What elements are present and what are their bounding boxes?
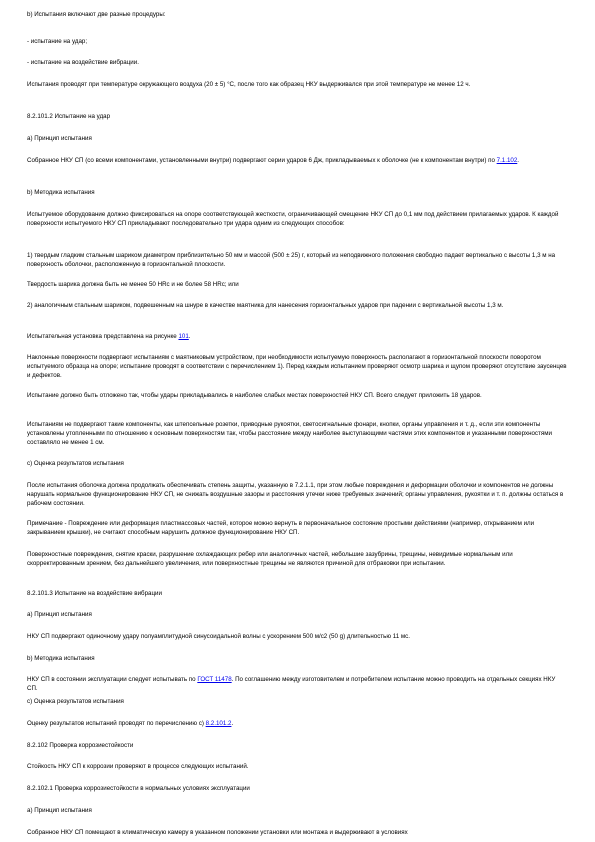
- paragraph: c) Оценка результатов испытания: [27, 460, 124, 467]
- paragraph: Наклонные поверхности подвергают испытаниям с маятниковым устройством, при необходимости испытуемую поверхность располагают в горизонтальной плоскости поворотом испытуемого образца на опоре; испытание проводят в соответствии с перечислением 1). Перед каждым испытанием проверяют осмотр шарика и щупом проверяют отсутствие заусенцев и дефектов.: [27, 354, 567, 379]
- paragraph-text: . По соглашению между изготовителем и потребителем испытание можно проводить на отдельных секциях НКУ СП.: [27, 676, 556, 692]
- paragraph: 1) твердым гладким стальным шариком диаметром приблизительно 50 мм и массой (500 ± 25) г, который из неподвижного положения свободно падает вертикально с высоты 1,3 м на поверхность оболочки, расположенную в горизонтальной плоскости.: [27, 252, 556, 268]
- paragraph: - испытание на удар;: [27, 38, 88, 45]
- paragraph: [27, 719, 567, 728]
- paragraph: НКУ СП подвергают одиночному удару полуамплитудной синусоидальной волны с ускорением 500 м/с2 (50 g) длительностью 11 мс.: [27, 633, 410, 640]
- paragraph: 8.2.101.2 Испытание на удар: [27, 113, 111, 120]
- paragraph-text: Оценку результатов испытаний проводят по перечислению c): [27, 720, 206, 727]
- paragraph: [27, 332, 567, 341]
- paragraph: c) Оценка результатов испытания: [27, 698, 124, 705]
- paragraph: Собранное НКУ СП помещают в климатическую камеру в указанном положении установки или монтажа и выдерживают в условиях: [27, 829, 408, 836]
- paragraph: b) Методика испытания: [27, 189, 95, 196]
- paragraph: b) Испытания включают две разные процедуры:: [27, 11, 166, 18]
- paragraph: Поверхностные повреждения, снятие краски, разрушение охлаждающих ребер или аналогичных частей, небольшие зазубрины, трещины, невидимые нормальным или скорректированным зрением, без дальнейшего увеличения, или поверхностные трещины не являются причиной для отбраковки при испытании.: [27, 551, 513, 567]
- paragraph: Стойкость НКУ СП к коррозии проверяют в процессе следующих испытаний.: [27, 763, 249, 770]
- reference-link[interactable]: 101: [178, 333, 189, 340]
- paragraph-text: Испытательная установка представлена на рисунке: [27, 333, 179, 340]
- paragraph: Испытуемое оборудование должно фиксироваться на опоре соответствующей жесткости, ограничивающей смещение НКУ СП до 0,1 мм под действием прилагаемых ударов. К каждой поверхности испытуемого НКУ СП прикладывают последовательно три удара одним из следующих способов:: [27, 211, 559, 227]
- paragraph: [27, 156, 567, 165]
- paragraph: После испытания оболочка должна продолжать обеспечивать степень защиты, указанную в 7.2.1.1, при этом любые повреждения и деформации оболочки и компонентов не должны нарушать нормальное функционирование НКУ СП, не снижать воздушные зазоры и расстояния утечки ниже требуемых значений; органы управления, рукоятки и т. п. должны остаться в рабочем состоянии.: [27, 482, 564, 507]
- paragraph: - испытание на воздействие вибрации.: [27, 59, 139, 66]
- paragraph: b) Методика испытания: [27, 655, 95, 662]
- paragraph: Твердость шарика должна быть не менее 50 HRc и не более 58 HRc; или: [27, 281, 239, 288]
- paragraph: Испытание должно быть отложено так, чтобы удары прикладывались в наиболее слабых местах поверхностей НКУ СП. Всего следует приложить 18 ударов.: [27, 392, 482, 399]
- paragraph: [27, 675, 567, 693]
- paragraph-text: .: [517, 157, 520, 164]
- paragraph: Примечание - Повреждение или деформация пластмассовых частей, которое можно вернуть в первоначальное состояние простыми действиями (например, открыванием или закрыванием крышки), не считают способным нарушить должное функционирование НКУ СП.: [27, 520, 535, 536]
- paragraph-text: Собранное НКУ СП (со всеми компонентами, установленными внутри) подвергают серии ударов 6 Дж, прикладываемых к оболочке (не к компонентам внутри) по: [27, 157, 497, 164]
- paragraph: a) Принцип испытания: [27, 807, 92, 814]
- paragraph: a) Принцип испытания: [27, 135, 92, 142]
- paragraph: Испытаниям не подвергают такие компоненты, как штепсельные розетки, приводные рукоятки, светосигнальные фонари, кнопки, органы управления и т. д., если эти компоненты установлены утопленными по отношению к основным поверхностям так, чтобы расстояние между наиболее выступающими частями этих компонентов и указанными поверхностями составляло не менее 1 см.: [27, 421, 552, 446]
- paragraph: 8.2.102.1 Проверка коррозиестойкости в нормальных условиях эксплуатации: [27, 785, 250, 792]
- paragraph: a) Принцип испытания: [27, 611, 92, 618]
- paragraph-text: .: [231, 720, 234, 727]
- paragraph: Испытания проводят при температуре окружающего воздуха (20 ± 5) °С, после того как образец НКУ выдерживался при этой температуре не менее 12 ч.: [27, 81, 471, 88]
- reference-link[interactable]: 7.1.102: [496, 157, 518, 164]
- paragraph-text: .: [188, 333, 191, 340]
- reference-link[interactable]: 8.2.101.2: [205, 720, 232, 727]
- paragraph: 8.2.102 Проверка коррозиестойкости: [27, 742, 134, 749]
- reference-link[interactable]: ГОСТ 11478: [197, 676, 232, 683]
- paragraph-text: НКУ СП в состоянии эксплуатации следует испытывать по: [27, 676, 198, 683]
- paragraph: 8.2.101.3 Испытание на воздействие вибрации: [27, 590, 162, 597]
- paragraph: 2) аналогичным стальным шариком, подвешенным на шнуре в качестве маятника для нанесения горизонтальных ударов при падении с вертикальной высоты 1,3 м.: [27, 302, 504, 309]
